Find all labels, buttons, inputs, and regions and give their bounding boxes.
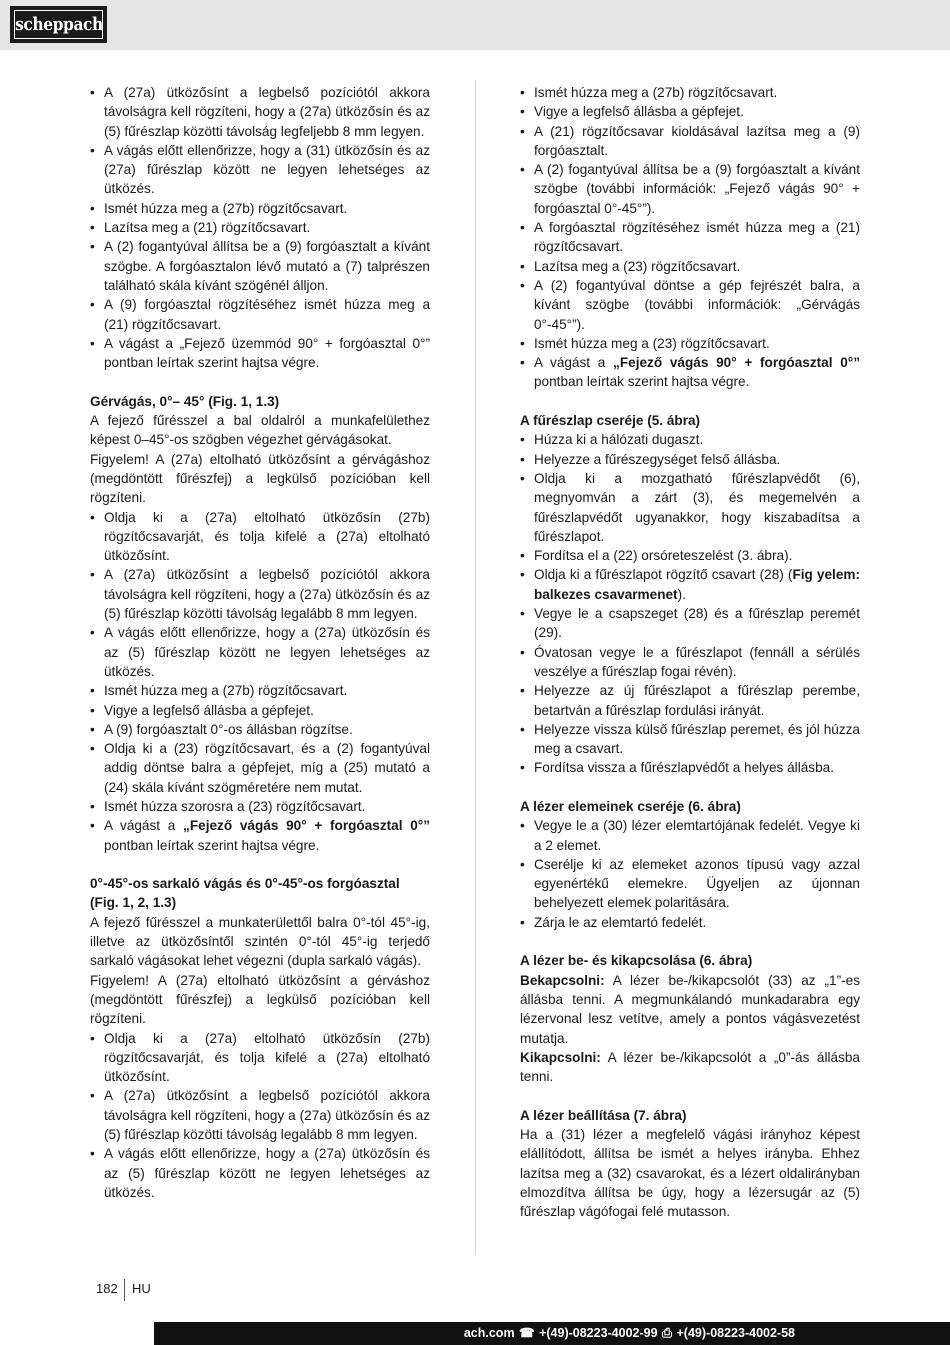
list-item: • A vágás előtt ellenőrizze, hogy a (31) ütközősín és az (27a) fűrészlap között ne legyen lehetséges az ütközés. bbox=[90, 141, 430, 199]
paragraph: Figyelem! A (27a) eltolható ütközősínt a gérvágáshoz (megdöntött fűrészfej) a legkülső pozícióban kell rögzíteni. bbox=[90, 451, 430, 506]
list-item: • Cserélje ki az elemeket azonos típusú vagy azzal egyenértékű elemekre. Ügyeljen az újonnan behelyezett elemek polaritására. bbox=[520, 855, 860, 913]
list-item: • Ismét húzza meg a (23) rögzítőcsavart. bbox=[520, 334, 860, 353]
section-heading-laser-switch: A lézer be- és kikapcsolása (6. ábra) bbox=[520, 953, 753, 969]
list-item: • A vágás előtt ellenőrizze, hogy a (27a) ütközősín és az (5) fűrészlap között ne legyen lehetséges az ütközés. bbox=[90, 623, 430, 681]
mitre-steps bbox=[90, 508, 430, 855]
column-divider bbox=[475, 80, 476, 1255]
section-heading-double-mitre: 0°-45°-os sarkaló vágás és 0°-45°-os forgóasztal (Fig. 1, 2, 1.3) bbox=[90, 876, 400, 911]
double-mitre-steps bbox=[90, 1029, 430, 1203]
list-item: • Lazítsa meg a (23) rögzítőcsavart. bbox=[520, 257, 860, 276]
list-item: • Vigye a legfelső állásba a gépfejet. bbox=[520, 102, 860, 121]
list-item-text: Oldja ki a fűrészlapot rögzítő csavart (28) ( bbox=[534, 567, 793, 583]
list-item-text: A vágást a bbox=[534, 355, 614, 371]
list-item-text: ). bbox=[677, 586, 686, 602]
list-item-bold: „Fejező vágás 90° + forgóasztal 0°” bbox=[183, 818, 430, 834]
list-item: • Vegye le a (30) lézer elemtartójának fedelét. Vegye ki a 2 elemet. bbox=[520, 816, 860, 855]
inline-label: Kikapcsolni: bbox=[520, 1049, 601, 1065]
list-item: • A (2) fogantyúval állítsa be a (9) forgóasztalt a kívánt szögbe. A forgóasztalon lévő mutató a (7) talprészen található skála kívánt szögénél álljon. bbox=[90, 237, 430, 295]
list-item: • Ismét húzza meg a (27b) rögzítőcsavart. bbox=[90, 199, 430, 218]
paragraph: Ha a (31) lézer a megfelelő vágási irányhoz képest elállítódott, állítsa be ismét a helyes irányba. Ehhez lazítsa meg a (32) csavarokat, és a lézert oldalirányban elmozdítva állítsa be úgy, hogy a lézersugár az (5) fűrészlap vágófogai felé mutasson. bbox=[520, 1127, 860, 1220]
section-heading-laser-adjust: A lézer beállítása (7. ábra) bbox=[520, 1107, 687, 1123]
list-item: • A vágás előtt ellenőrizze, hogy a (27a) ütközősín és az (5) fűrészlap között ne legyen lehetséges az ütközés. bbox=[90, 1144, 430, 1202]
list-item: • A vágást a „Fejező üzemmód 90° + forgóasztal 0°” pontban leírtak szerint hajtsa végre. bbox=[90, 334, 430, 373]
left-column bbox=[90, 83, 430, 1202]
list-item: • Húzza ki a hálózati dugaszt. bbox=[520, 430, 860, 449]
left-list-1 bbox=[90, 83, 430, 372]
paragraph: A fejező fűrésszel a bal oldalról a munkafelülethez képest 0–45°-os szögben végezhet gérvágásokat. bbox=[90, 413, 430, 448]
list-item-bold: Fig yelem: balkezes csavarmenet bbox=[534, 567, 860, 602]
inline-label: Bekapcsolni: bbox=[520, 972, 605, 988]
list-item: • A (2) fogantyúval döntse a gép fejrészét balra, a kívánt szögbe (további információk: „Gérvágás 0°-45°”). bbox=[520, 276, 860, 334]
right-column bbox=[520, 83, 860, 1222]
list-item-bold: „Fejező vágás 90° + forgóasztal 0°” bbox=[613, 355, 860, 371]
paragraph-text: A lézer be-/kikapcsolót (33) az „1”-es állásba tenni. A megmunkálandó munkadarabra egy lézervonal lesz vetítve, amely a pontos vágásvezetést mutatja. bbox=[520, 972, 860, 1046]
right-list-1 bbox=[520, 83, 860, 392]
list-item: • Oldja ki a (27a) eltolható ütközősín (27b) rögzítőcsavarját, és tolja kifelé a (27a) eltolható ütközősínt. bbox=[90, 508, 430, 566]
list-item: • A (27a) ütközősínt a legbelső pozíciótól akkora távolságra kell rögzíteni, hogy a (27a) ütközősín és az (5) fűrészlap közötti távolság legalább 8 mm legyen. bbox=[90, 565, 430, 623]
language-code: HU bbox=[132, 1281, 151, 1296]
list-item: • Lazítsa meg a (21) rögzítőcsavart. bbox=[90, 218, 430, 237]
list-item: • Vigye a legfelső állásba a gépfejet. bbox=[90, 701, 430, 720]
list-item-text: pontban leírtak szerint hajtsa végre. bbox=[534, 374, 750, 390]
paragraph bbox=[520, 1048, 860, 1087]
list-item: • Fordítsa el a (22) orsóreteszelést (3. ábra). bbox=[520, 546, 860, 565]
list-item: • A (9) forgóasztalt 0°-os állásban rögzítse. bbox=[90, 720, 430, 739]
list-item: • Vegye le a csapszeget (28) és a fűrészlap peremét (29). bbox=[520, 604, 860, 643]
list-item: • Helyezze az új fűrészlapot a fűrészlap perembe, betartván a fűrészlap fordulási irányát. bbox=[520, 681, 860, 720]
list-item: • Ismét húzza meg a (27b) rögzítőcsavart. bbox=[90, 681, 430, 700]
page-number: 182 bbox=[96, 1281, 118, 1296]
list-item bbox=[90, 816, 430, 855]
saw-blade-steps bbox=[520, 430, 860, 777]
list-item bbox=[520, 565, 860, 604]
laser-battery-steps bbox=[520, 816, 860, 932]
list-item: • A (27a) ütközősínt a legbelső pozíciótól akkora távolságra kell rögzíteni, hogy a (27a) ütközősín és az (5) fűrészlap közötti távolság legfeljebb 8 mm legyen. bbox=[90, 83, 430, 141]
list-item: • A forgóasztal rögzítéséhez ismét húzza meg a (21) rögzítőcsavart. bbox=[520, 218, 860, 257]
header-bar bbox=[0, 0, 950, 50]
paragraph bbox=[520, 971, 860, 1048]
list-item: • Oldja ki a (27a) eltolható ütközősín (27b) rögzítőcsavarját, és tolja kifelé a (27a) eltolható ütközősínt. bbox=[90, 1029, 430, 1087]
list-item: • Helyezze a fűrészegységet felső állásba. bbox=[520, 450, 860, 469]
brand-logo bbox=[10, 6, 107, 43]
footer-divider bbox=[124, 1279, 125, 1301]
section-heading-mitre: Gérvágás, 0°– 45° (Fig. 1, 1.3) bbox=[90, 393, 280, 409]
list-item-text: pontban leírtak szerint hajtsa végre. bbox=[104, 837, 320, 853]
list-item bbox=[520, 353, 860, 392]
list-item: • Zárja le az elemtartó fedelét. bbox=[520, 913, 860, 932]
section-heading-laser-battery: A lézer elemeinek cseréje (6. ábra) bbox=[520, 798, 741, 814]
list-item: • A (2) fogantyúval állítsa be a (9) forgóasztalt a kívánt szögbe (további információk: „Fejező vágás 90° + forgóasztal 0°-45°”). bbox=[520, 160, 860, 218]
logo-text: scheppach bbox=[14, 14, 103, 35]
list-item: • A (21) rögzítőcsavar kioldásával lazítsa meg a (9) forgóasztalt. bbox=[520, 122, 860, 161]
list-item: • A (9) forgóasztal rögzítéséhez ismét húzza meg a (21) rögzítőcsavart. bbox=[90, 295, 430, 334]
paragraph-text: A lézer be-/kikapcsolót a „0”-ás állásba tenni. bbox=[520, 1049, 860, 1085]
paragraph: A fejező fűrésszel a munkaterülettől balra 0°-tól 45°-ig, illetve az ütközősíntől szintén 0°-tól 45°-ig terjedő sarkaló vágásokat lehet végezni (dupla sarkaló vágás). bbox=[90, 914, 430, 969]
list-item: • Helyezze vissza külső fűrészlap peremet, és jól húzza meg a csavart. bbox=[520, 720, 860, 759]
section-heading-saw-blade: A fűrészlap cseréje (5. ábra) bbox=[520, 413, 701, 429]
list-item: • Fordítsa vissza a fűrészlapvédőt a helyes állásba. bbox=[520, 758, 860, 777]
list-item: • A (27a) ütközősínt a legbelső pozíciótól akkora távolságra kell rögzíteni, hogy a (27a) ütközősín és az (5) fűrészlap közötti távolság legalább 8 mm legyen. bbox=[90, 1086, 430, 1144]
list-item: • Óvatosan vegye le a fűrészlapot (fennáll a sérülés veszélye a fűrészlap fogai révén). bbox=[520, 643, 860, 682]
list-item: • Ismét húzza szorosra a (23) rögzítőcsavart. bbox=[90, 797, 430, 816]
paragraph: Figyelem! A (27a) eltolható ütközősínt a gérváshoz (megdöntött fűrészfej) a legkülső pozícióban kell rögzíteni. bbox=[90, 972, 430, 1027]
list-item: • Ismét húzza meg a (27b) rögzítőcsavart. bbox=[520, 83, 860, 102]
list-item: • Oldja ki a (23) rögzítőcsavart, és a (2) fogantyúval addig döntse balra a gépfejet, míg a (25) mutató a (24) skála kívánt szögméretére nem mutat. bbox=[90, 739, 430, 797]
list-item: • Oldja ki a mozgatható fűrészlapvédőt (6), megnyomván a zárt (3), és megemelvén a fűrészlapvédőt ugyanakkor, hogy kiszabadítsa a fűrészlapot. bbox=[520, 469, 860, 546]
list-item-text: A vágást a bbox=[104, 818, 184, 834]
contact-info: ach.com ☎ +(49)-08223-4002-99 ⎙ +(49)-08223-4002-58 bbox=[463, 1326, 795, 1340]
footer-bar bbox=[0, 1322, 950, 1345]
